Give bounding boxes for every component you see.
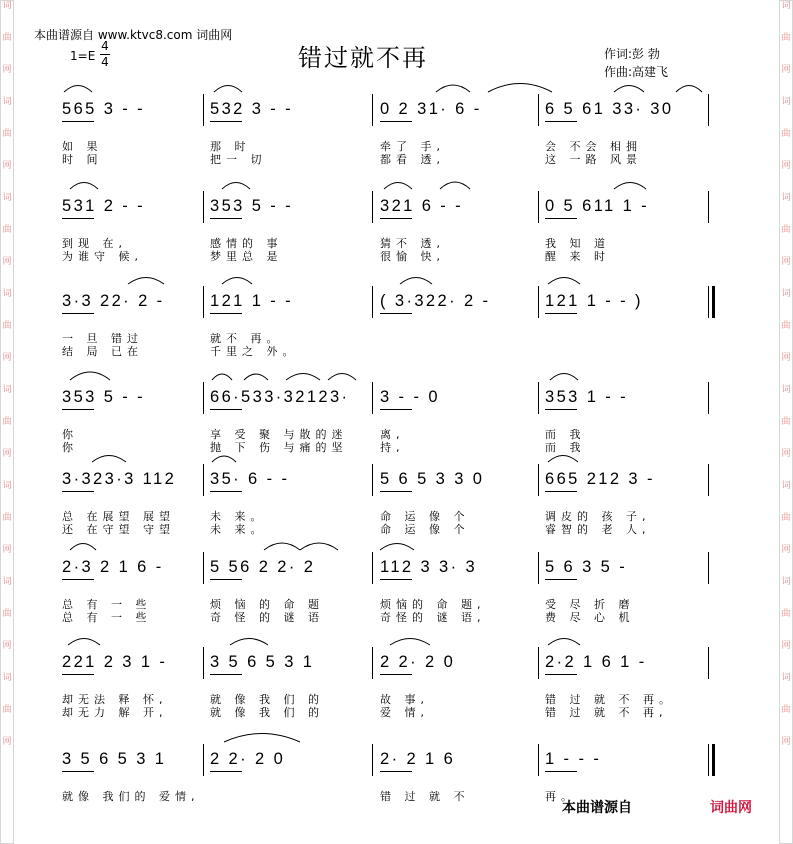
measure-notes: 353 5 - - xyxy=(62,388,146,406)
measure-notes: 0 5 611 1 - xyxy=(545,197,650,215)
lyricist: 作词:彭 勃 xyxy=(604,47,660,61)
watermark-glyph: 网 xyxy=(781,641,791,651)
slur xyxy=(440,182,470,189)
watermark-glyph: 词 xyxy=(2,289,12,299)
measure-notes: 121 1 - - xyxy=(210,292,294,310)
lyric-verse-2: 费 尽 心 机 xyxy=(545,611,635,624)
slur xyxy=(548,639,580,646)
measure-notes: 321 6 - - xyxy=(380,197,464,215)
measure-notes: 3 - - 0 xyxy=(380,388,440,406)
lyric-verse-1: 我 知 道 xyxy=(545,237,610,250)
lyric-verse-2: 时 间 xyxy=(62,153,103,166)
watermark-glyph: 网 xyxy=(2,545,12,555)
slur xyxy=(384,183,412,190)
measure-notes: ( 3·322· 2 - xyxy=(380,292,491,310)
lyric-verse-1: 就 像 我 们 的 xyxy=(210,693,324,706)
lyric-verse-2: 奇 怪 的 谜 语 xyxy=(210,611,324,624)
watermark-glyph: 网 xyxy=(2,449,12,459)
lyric-verse-1: 如 果 xyxy=(62,140,103,153)
slur xyxy=(212,374,232,380)
time-signature-bottom: 4 xyxy=(101,55,109,69)
watermark-glyph: 词 xyxy=(781,577,791,587)
measure-notes: 2·3 2 1 6 - xyxy=(62,558,164,576)
slur xyxy=(222,278,252,285)
watermark-glyph: 词 xyxy=(2,1,12,11)
slur xyxy=(70,372,110,380)
lyric-verse-1: 而 我 xyxy=(545,428,586,441)
watermark-glyph: 网 xyxy=(781,161,791,171)
lyric-verse-1: 总 在展望 展望 xyxy=(62,510,175,523)
lyric-verse-1: 命 运 像 个 xyxy=(380,510,470,523)
measure-notes: 353 5 - - xyxy=(210,197,294,215)
measure-notes: 3 5 6 5 3 1 xyxy=(62,750,167,768)
lyric-verse-1: 就不 再。 xyxy=(210,332,283,345)
measure-notes: 532 3 - - xyxy=(210,100,294,118)
watermark-glyph: 网 xyxy=(781,257,791,267)
lyric-verse-2: 奇怪的 谜 语, xyxy=(380,611,486,624)
measure-notes: 3 5 6 5 3 1 xyxy=(210,653,315,671)
measure-notes: 6 5 61 33· 30 xyxy=(545,100,674,118)
watermark-glyph: 曲 xyxy=(781,417,791,427)
watermark-glyph: 网 xyxy=(2,641,12,651)
slur xyxy=(214,86,242,93)
slur xyxy=(614,86,644,93)
watermark-glyph: 曲 xyxy=(781,705,791,715)
slur xyxy=(92,456,126,463)
lyric-verse-1: 总 有 一 些 xyxy=(62,598,152,611)
lyric-verse-2: 抛 下 伤 与痛的坚 xyxy=(210,441,348,454)
footer-site: 词曲网 xyxy=(710,800,752,816)
watermark-glyph: 网 xyxy=(2,257,12,267)
watermark-glyph: 词 xyxy=(2,193,12,203)
watermark-glyph: 曲 xyxy=(781,609,791,619)
watermark-glyph: 网 xyxy=(2,353,12,363)
watermark-glyph: 词 xyxy=(781,673,791,683)
measure-notes: 2· 2 1 6 xyxy=(380,750,456,768)
measure-notes: 5 6 5 3 3 0 xyxy=(380,470,485,488)
lyric-verse-2: 很愉 快, xyxy=(380,250,445,263)
watermark-glyph: 网 xyxy=(781,353,791,363)
watermark-glyph: 曲 xyxy=(2,321,12,331)
lyric-verse-2: 这 一路 风景 xyxy=(545,153,642,166)
measure-notes: 531 2 - - xyxy=(62,197,146,215)
lyric-verse-2: 梦里总 是 xyxy=(210,250,283,263)
slur xyxy=(70,544,96,551)
lyric-verse-1: 就像 我们的 爱情, xyxy=(62,790,200,803)
watermark-glyph: 曲 xyxy=(2,705,12,715)
lyric-verse-2: 爱 情, xyxy=(380,706,429,719)
lyric-verse-1: 到现 在, xyxy=(62,237,127,250)
time-signature-top: 4 xyxy=(101,39,109,53)
measure-notes: 2·2 1 6 1 - xyxy=(545,653,647,671)
lyric-verse-2: 还 在守望 守望 xyxy=(62,523,175,536)
watermark-glyph: 网 xyxy=(2,65,12,75)
lyric-verse-1: 会 不会 相拥 xyxy=(545,140,642,153)
footer-source: 本曲谱源自 xyxy=(562,800,632,816)
watermark-glyph: 网 xyxy=(781,737,791,747)
slur xyxy=(548,278,580,285)
watermark-glyph: 词 xyxy=(781,481,791,491)
watermark-glyph: 词 xyxy=(2,481,12,491)
measure-notes: 112 3 3· 3 xyxy=(380,558,478,576)
lyric-verse-1: 猜不 透, xyxy=(380,237,445,250)
lyric-verse-2: 命 运 像 个 xyxy=(380,523,470,536)
slur xyxy=(676,86,702,93)
watermark-glyph: 词 xyxy=(781,289,791,299)
watermark-glyph: 曲 xyxy=(781,225,791,235)
slur xyxy=(400,278,432,285)
lyric-verse-2: 你 xyxy=(62,441,78,454)
lyric-verse-1: 调皮的 孩 子, xyxy=(545,510,651,523)
measure-notes: 35· 6 - - xyxy=(210,470,290,488)
measure-notes: 66·533·32123· xyxy=(210,388,350,406)
measure-notes: 1 - - - xyxy=(545,750,602,768)
lyric-verse-2: 未 来。 xyxy=(210,523,267,536)
watermark-glyph: 曲 xyxy=(781,321,791,331)
watermark-glyph: 网 xyxy=(2,737,12,747)
composer: 作曲:高建飞 xyxy=(604,65,669,79)
slur xyxy=(64,86,92,93)
lyric-verse-1: 享 受 聚 与散的迷 xyxy=(210,428,348,441)
lyric-verse-1: 那 时 xyxy=(210,140,251,153)
slur xyxy=(212,456,236,462)
measure-notes: 565 3 - - xyxy=(62,100,146,118)
lyric-verse-2: 千里之 外。 xyxy=(210,345,299,358)
slur xyxy=(244,374,268,380)
lyric-verse-2: 持, xyxy=(380,441,405,454)
lyric-verse-1: 未 来。 xyxy=(210,510,267,523)
lyric-verse-1: 烦 恼 的 命 题 xyxy=(210,598,324,611)
slur xyxy=(230,639,268,646)
lyric-verse-1: 一 旦 错过 xyxy=(62,332,143,345)
lyric-verse-1: 你 xyxy=(62,428,78,441)
source-line: 本曲谱源自 www.ktvc8.com 词曲网 xyxy=(34,28,233,42)
slur xyxy=(390,639,430,646)
watermark-glyph: 曲 xyxy=(781,129,791,139)
watermark-glyph: 曲 xyxy=(2,513,12,523)
slur xyxy=(328,374,356,381)
lyric-verse-2: 为谁守 候, xyxy=(62,250,143,263)
slur xyxy=(128,278,164,285)
slur xyxy=(224,734,300,743)
slur xyxy=(300,543,338,550)
watermark-glyph: 曲 xyxy=(2,129,12,139)
slur xyxy=(614,183,646,190)
watermark-glyph: 词 xyxy=(781,385,791,395)
watermark-glyph: 曲 xyxy=(2,609,12,619)
lyric-verse-2: 就 像 我 们 的 xyxy=(210,706,324,719)
lyric-verse-1: 感情的 事 xyxy=(210,237,283,250)
watermark-glyph: 词 xyxy=(2,577,12,587)
measure-notes: 3·3 22· 2 - xyxy=(62,292,165,310)
measure-notes: 2 2· 2 0 xyxy=(210,750,286,768)
lyric-verse-1: 牵了 手, xyxy=(380,140,445,153)
lyric-verse-1: 烦恼的 命 题, xyxy=(380,598,486,611)
lyric-verse-1: 错 过 就 不 再。 xyxy=(545,693,675,706)
lyric-verse-2: 把一 切 xyxy=(210,153,267,166)
slur xyxy=(68,639,100,646)
slur xyxy=(286,374,320,381)
lyric-verse-2: 却无力 解 开, xyxy=(62,706,168,719)
lyric-verse-2: 醒 来 时 xyxy=(545,250,610,263)
slur xyxy=(222,183,250,190)
measure-notes: 3·323·3 112 xyxy=(62,470,177,488)
watermark-glyph: 网 xyxy=(781,545,791,555)
measure-notes: 5 56 2 2· 2 xyxy=(210,558,316,576)
watermark-glyph: 曲 xyxy=(2,225,12,235)
lyric-verse-2: 结 局 已在 xyxy=(62,345,143,358)
watermark-glyph: 词 xyxy=(2,673,12,683)
lyric-verse-1: 错 过 就 不 xyxy=(380,790,470,803)
measure-notes: 221 2 3 1 - xyxy=(62,653,168,671)
measure-notes: 665 212 3 - xyxy=(545,470,655,488)
lyric-verse-1: 故 事, xyxy=(380,693,429,706)
measure-notes: 353 1 - - xyxy=(545,388,629,406)
measure-notes: 5 6 3 5 - xyxy=(545,558,628,576)
watermark-glyph: 曲 xyxy=(2,33,12,43)
watermark-glyph: 词 xyxy=(2,385,12,395)
lyric-verse-1: 受 尽 折 磨 xyxy=(545,598,635,611)
lyric-verse-2: 错 过 就 不 再, xyxy=(545,706,668,719)
watermark-glyph: 曲 xyxy=(2,417,12,427)
slur xyxy=(488,84,552,93)
watermark-glyph: 词 xyxy=(2,97,12,107)
slur xyxy=(550,374,578,381)
measure-notes: 0 2 31· 6 - xyxy=(380,100,482,118)
slur xyxy=(436,85,470,92)
watermark-glyph: 曲 xyxy=(781,513,791,523)
lyric-verse-1: 再。 xyxy=(545,790,577,803)
lyric-verse-2: 睿智的 老 人, xyxy=(545,523,651,536)
slur xyxy=(70,183,98,190)
measure-notes: 121 1 - - ) xyxy=(545,292,643,310)
watermark-glyph: 曲 xyxy=(781,33,791,43)
lyric-verse-2: 都看 透, xyxy=(380,153,445,166)
watermark-glyph: 词 xyxy=(781,1,791,11)
lyric-verse-2: 而 我 xyxy=(545,441,586,454)
lyric-verse-1: 离, xyxy=(380,428,405,441)
watermark-glyph: 网 xyxy=(781,65,791,75)
watermark-glyph: 网 xyxy=(781,449,791,459)
slur xyxy=(264,543,300,550)
slur xyxy=(548,456,578,463)
lyric-verse-1: 却无法 释 怀, xyxy=(62,693,168,706)
watermark-glyph: 词 xyxy=(781,193,791,203)
lyric-verse-2: 总 有 一 些 xyxy=(62,611,152,624)
watermark-glyph: 网 xyxy=(2,161,12,171)
slur xyxy=(380,544,414,551)
key-signature: 1=E xyxy=(70,49,96,63)
measure-notes: 2 2· 2 0 xyxy=(380,653,456,671)
watermark-glyph: 词 xyxy=(781,97,791,107)
song-title: 错过就不再 xyxy=(298,44,428,72)
